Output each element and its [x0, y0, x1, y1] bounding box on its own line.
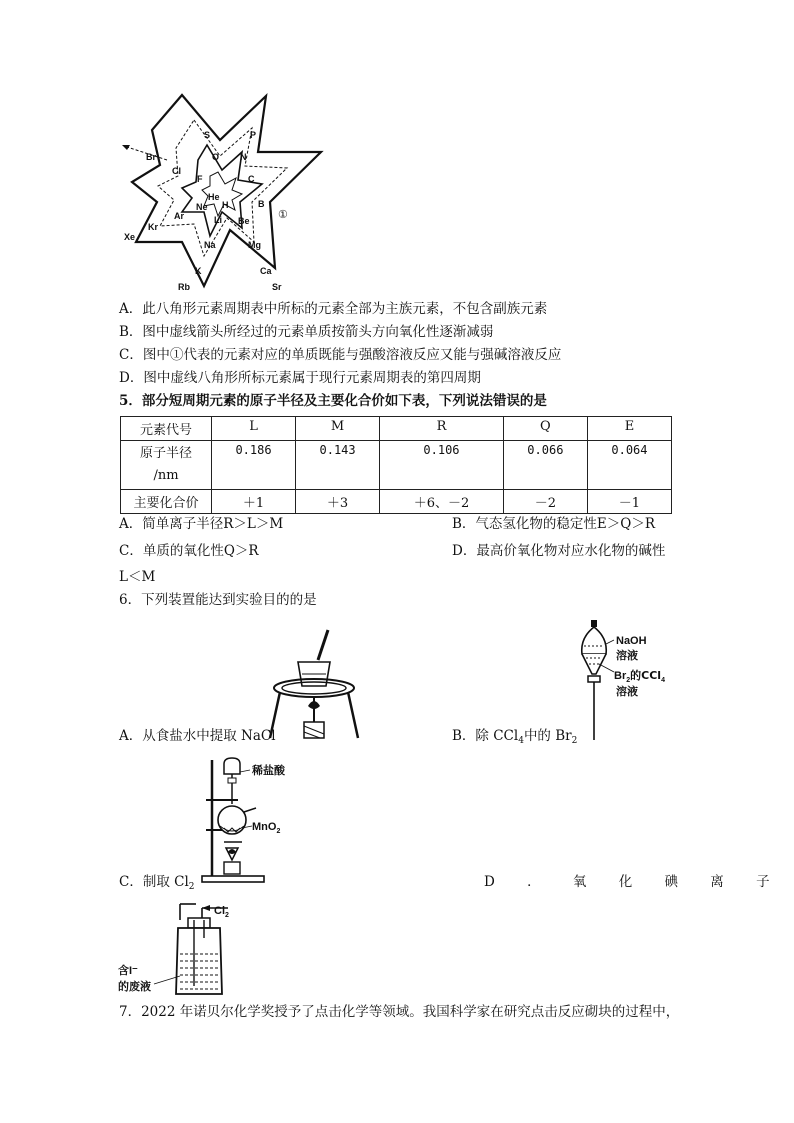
el-o: O — [212, 152, 220, 162]
table-cell: M — [296, 417, 380, 441]
table-cell: ＋1 — [212, 490, 296, 514]
table-cell: ＋3 — [296, 490, 380, 514]
q5-option-b: B．气态氢化物的稳定性E＞Q＞R — [452, 516, 656, 532]
q6-stem: 6．下列装置能达到实验目的的是 — [119, 592, 317, 608]
el-li: Li — [214, 215, 222, 225]
q5-stem: 5．部分短周期元素的原子半径及主要化合价如下表，下列说法错误的是 — [119, 393, 547, 409]
table-row — [121, 417, 672, 441]
el-ca: Ca — [260, 266, 272, 276]
option-b-text: B．除 CCl — [452, 728, 519, 744]
q5-option-d-cont: L＜M — [119, 569, 156, 585]
separatory-funnel — [572, 618, 682, 744]
el-kr: Kr — [148, 222, 159, 232]
el-n: N — [240, 152, 247, 162]
middle-dashed-star — [158, 120, 287, 256]
el-cl: Cl — [172, 166, 181, 176]
q6-option-a: A．从食盐水中提取 NaCl — [119, 728, 276, 744]
label-waste-1: 含I⁻ — [118, 965, 138, 977]
el-ar: Ar — [174, 211, 185, 221]
table-cell — [121, 441, 212, 490]
label-mno2: MnO$_2$ — [252, 821, 281, 835]
table-row — [121, 441, 672, 490]
q5-option-c: C．单质的氧化性Q＞R — [119, 543, 259, 559]
q6-option-b — [452, 727, 577, 750]
subscript: 2 — [571, 736, 578, 746]
gas-washing-bottle — [118, 898, 248, 998]
row-label-unit: /nm — [153, 468, 179, 483]
q7-stem: 7．2022 年诺贝尔化学奖授予了点击化学等领域。我国科学家在研究点击反应砌块的过程中， — [119, 1004, 680, 1020]
table-cell: R — [380, 417, 504, 441]
subscript: 4 — [518, 736, 524, 746]
inner-star — [182, 145, 262, 236]
el-br: Br — [146, 152, 157, 162]
label-solution-2: 溶液 — [616, 686, 638, 698]
table-cell: 0.106 — [380, 441, 504, 490]
q4-option-d: D．图中虚线八角形所标元素属于现行元素周期表的第四周期 — [119, 370, 481, 386]
table-cell: －1 — [587, 490, 671, 514]
q5-option-d: D．最高价氧化物对应水化物的碱性 — [452, 543, 666, 559]
table-cell: 0.064 — [587, 441, 671, 490]
table-row — [121, 490, 672, 514]
label-dilute-hcl: 稀盐酸 — [252, 765, 285, 777]
q6-option-c — [119, 873, 195, 896]
el-be: Be — [238, 216, 250, 226]
table-cell: －2 — [503, 490, 587, 514]
el-rb: Rb — [178, 282, 190, 292]
option-b-text-2: 中的 Br — [523, 728, 572, 744]
table-cell: ＋6、－2 — [380, 490, 504, 514]
evaporation-apparatus — [262, 626, 362, 744]
q5-element-table — [120, 416, 672, 514]
el-ne: Ne — [196, 202, 208, 212]
el-k: K — [195, 266, 202, 276]
el-mg: Mg — [248, 240, 261, 250]
table-cell: 0.186 — [212, 441, 296, 490]
el-he: He — [208, 192, 220, 202]
el-sr: Sr — [272, 282, 282, 292]
table-cell: E — [587, 417, 671, 441]
table-cell: 0.143 — [296, 441, 380, 490]
label-cl2: $Cl_2$ — [214, 905, 229, 919]
el-c: C — [248, 174, 255, 184]
el-b: B — [258, 199, 265, 209]
el-na: Na — [204, 240, 216, 250]
q5-option-a: A．简单离子半径R＞L＞M — [119, 516, 284, 532]
table-cell: 主要化合价 — [121, 490, 212, 514]
chlorine-generator-apparatus — [198, 756, 328, 886]
q4-option-c: C．图中①代表的元素对应的单质既能与强酸溶液反应又能与强碱溶液反应 — [119, 347, 562, 363]
el-s: S — [204, 130, 211, 140]
label-br2-ccl4: $Br_2$的CCl$_4$ — [614, 669, 665, 684]
table-cell: Q — [503, 417, 587, 441]
label-solution-1: 溶液 — [616, 650, 638, 662]
label-waste-2: 的废液 — [118, 981, 151, 993]
table-cell: 元素代号 — [121, 417, 212, 441]
q4-option-b: B．图中虚线箭头所经过的元素单质按箭头方向氧化性逐渐减弱 — [119, 324, 494, 340]
el-circled-one: ① — [278, 209, 288, 221]
el-f: F — [197, 174, 203, 184]
el-h: H — [222, 200, 229, 210]
el-xe: Xe — [124, 232, 136, 242]
q4-option-a: A．此八角形元素周期表中所标的元素全部为主族元素，不包含副族元素 — [119, 301, 548, 317]
q6-option-d: D ． 氧 化 碘 离 子 — [484, 874, 784, 890]
subscript: 2 — [188, 882, 195, 892]
table-cell: L — [212, 417, 296, 441]
option-c-text: C．制取 Cl — [119, 874, 189, 890]
octagram-periodic-table-diagram — [112, 90, 342, 300]
row-label: 原子半径 — [139, 446, 192, 461]
outer-star — [132, 95, 321, 286]
label-naoh: NaOH — [616, 635, 647, 647]
el-p: P — [250, 130, 257, 140]
table-cell: 0.066 — [503, 441, 587, 490]
